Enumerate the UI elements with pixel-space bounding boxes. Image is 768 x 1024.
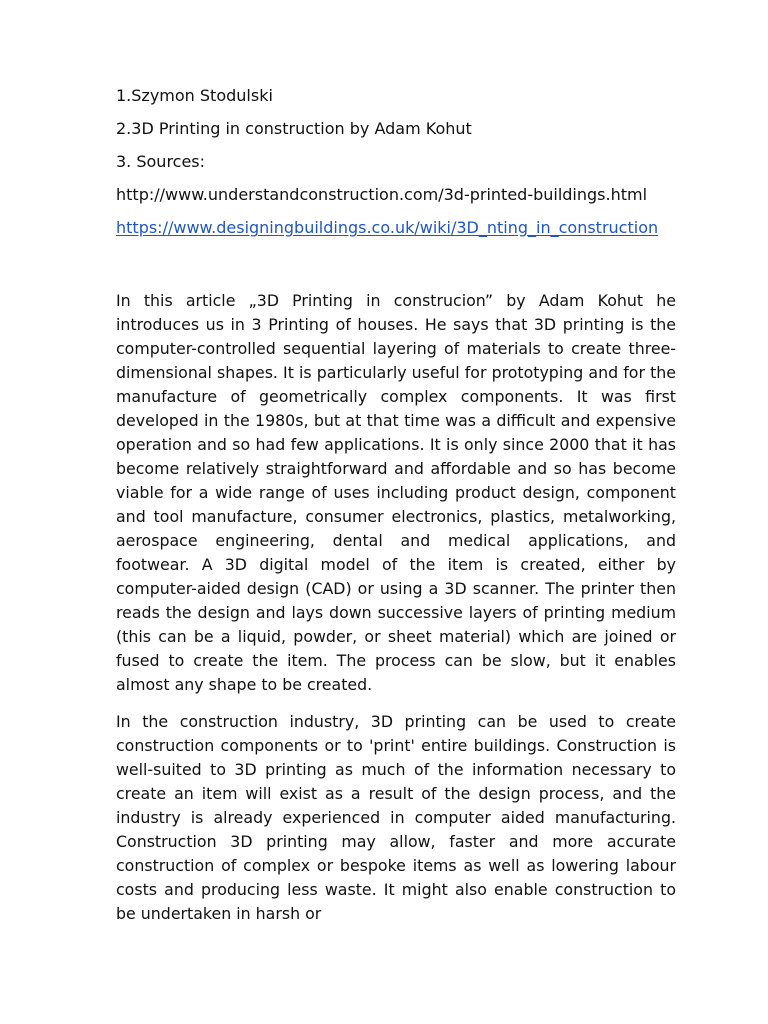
- title-line: 2.3D Printing in construction by Adam Kohut: [116, 119, 472, 138]
- document-body: [116, 289, 676, 939]
- paragraph-1: In this article „3D Printing in construcion” by Adam Kohut he introduces us in 3 Printing of houses. He says that 3D printing is the computer-controlled sequential layering of materials to create three-dimensional shapes. It is particularly useful for prototyping and for the manufacture of geometrically complex components. It was first developed in the 1980s, but at that time was a difficult and expensive operation and so had few applications. It is only since 2000 that it has become relatively straightforward and affordable and so has become viable for a wide range of uses including product design, component and tool manufacture, consumer electronics, plastics, metalworking, aerospace engineering, dental and medical applications, and footwear. A 3D digital model of the item is created, either by computer-aided design (CAD) or using a 3D scanner. The printer then reads the design and lays down successive layers of printing medium (this can be a liquid, powder, or sheet material) which are joined or fused to create the item. The process can be slow, but it enables almost any shape to be created.: [116, 291, 676, 694]
- author-line: 1.Szymon Stodulski: [116, 86, 273, 105]
- paragraph-2: In the construction industry, 3D printing can be used to create construction components or to 'print' entire buildings. Construction is well-suited to 3D printing as much of the information necessary to create an item will exist as a result of the design process, and the industry is already experienced in computer aided manufacturing. Construction 3D printing may allow, faster and more accurate construction of complex or bespoke items as well as lowering labour costs and producing less waste. It might also enable construction to be undertaken in harsh or: [116, 712, 676, 923]
- sources-label: 3. Sources:: [116, 152, 206, 171]
- document-header: [116, 86, 686, 238]
- source-url-1: http://www.understandconstruction.com/3d-printed-buildings.html: [116, 185, 648, 204]
- source-link-2[interactable]: https://www.designingbuildings.co.uk/wiki/3D_nting_in_construction: [116, 218, 659, 237]
